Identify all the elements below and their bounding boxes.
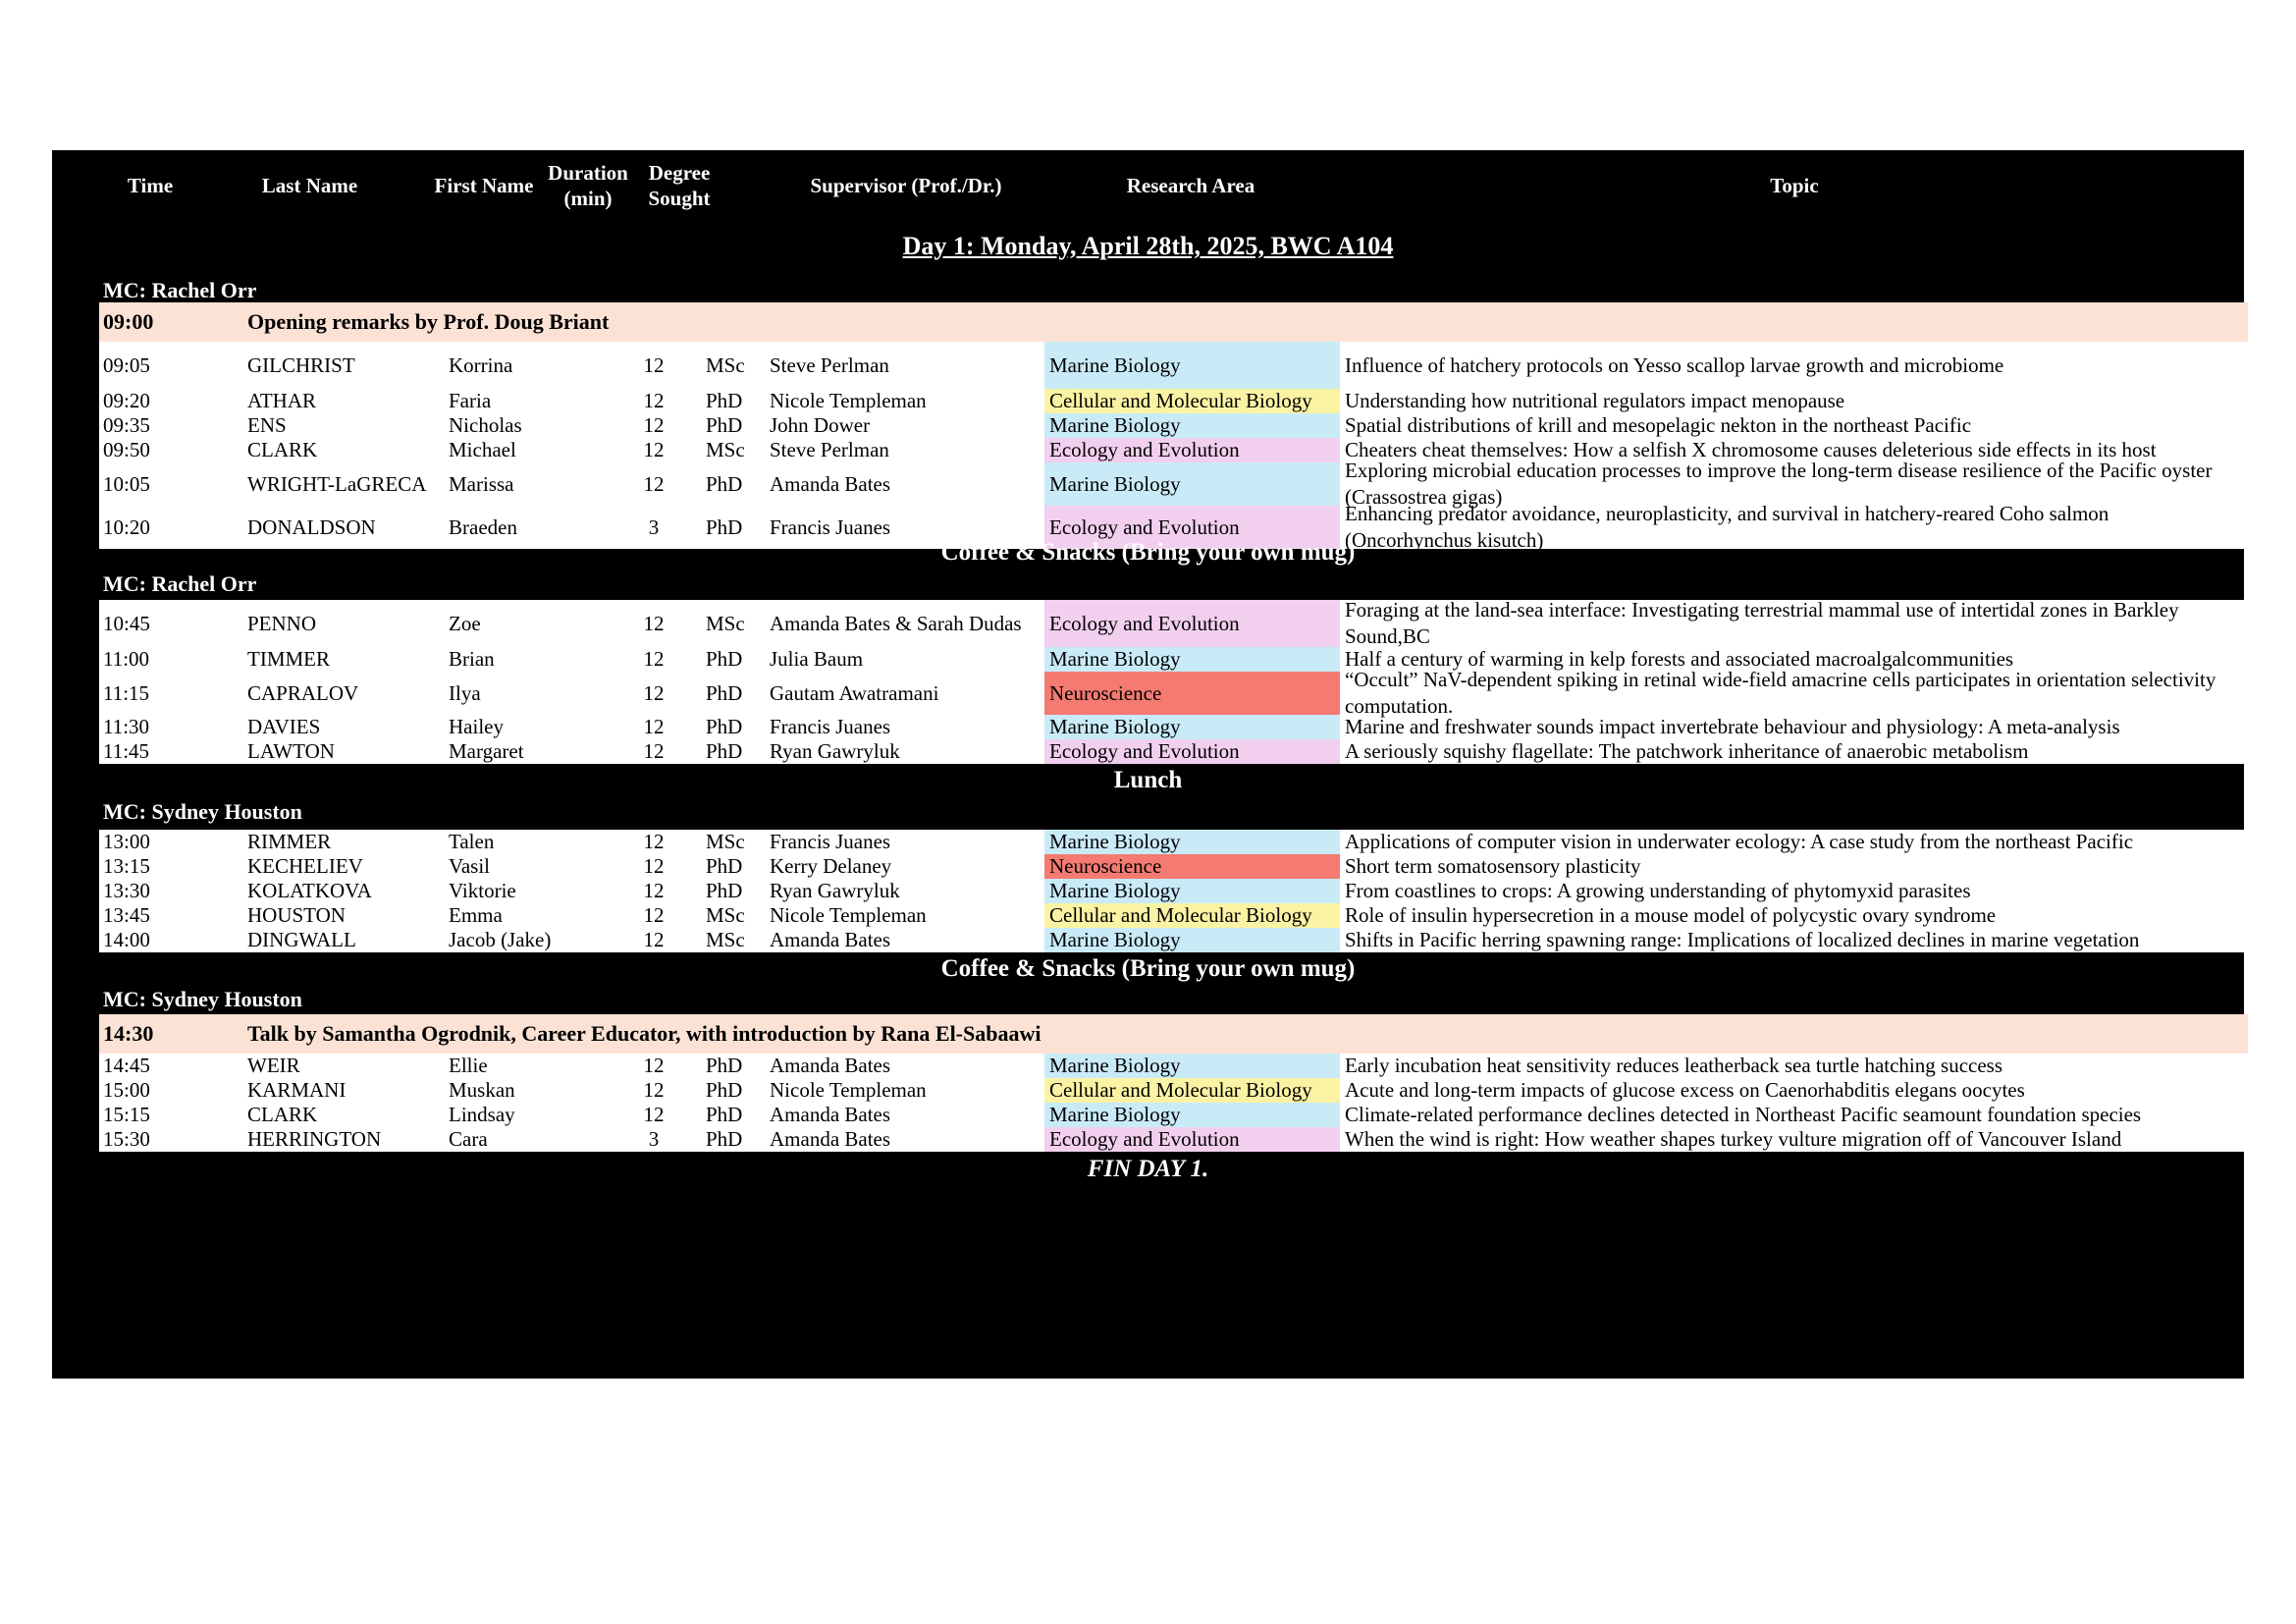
first-name-cell: Faria	[449, 389, 492, 412]
first-name-cell: Cara	[449, 1127, 488, 1151]
topic-cell: Shifts in Pacific herring spawning range: Implications of localized declines in marine vegetation	[1345, 928, 2140, 951]
break-label: Coffee & Snacks (Bring your own mug)	[940, 955, 1356, 982]
time-cell: 09:35	[103, 413, 150, 437]
last-name-cell: CLARK	[247, 438, 318, 461]
last-name-cell: HERRINGTON	[247, 1127, 382, 1151]
first-name-cell: Ilya	[449, 680, 481, 705]
degree-cell: PhD	[706, 715, 743, 738]
research-area-cell: Ecology and Evolution	[1044, 438, 1340, 462]
time-cell: 11:00	[103, 647, 150, 671]
mc-label: MC: Sydney Houston	[103, 987, 302, 1011]
topic-cell: Exploring microbial education processes to improve the long-term disease resilience of the Pacific oyster (Crassostrea gigas)	[1345, 459, 2213, 509]
duration-cell: 12	[643, 1078, 665, 1102]
topic-cell: Understanding how nutritional regulators impact menopause	[1345, 389, 1845, 412]
last-name-cell: WRIGHT-LaGRECA	[247, 471, 427, 496]
duration-cell: 3	[648, 1127, 660, 1151]
time-cell: 15:00	[103, 1078, 150, 1102]
degree-cell: PhD	[706, 413, 743, 437]
research-area-cell: Marine Biology	[1044, 1054, 1340, 1078]
duration-cell: 12	[643, 680, 665, 705]
last-name-cell: ATHAR	[247, 389, 317, 412]
table-row	[99, 854, 2248, 879]
duration-cell: 12	[643, 739, 665, 763]
duration-cell: 3	[648, 514, 660, 539]
special-text: Talk by Samantha Ogrodnik, Career Educator, with introduction by Rana El-Sabaawi	[247, 1021, 1041, 1046]
time-cell: 11:45	[103, 739, 150, 763]
supervisor-cell: Julia Baum	[770, 647, 864, 671]
duration-cell: 12	[643, 830, 665, 853]
duration-cell: 12	[643, 413, 665, 437]
degree-cell: PhD	[706, 1127, 743, 1151]
first-name-cell: Marissa	[449, 471, 514, 496]
degree-cell: PhD	[706, 879, 743, 902]
topic-cell: When the wind is right: How weather shapes turkey vulture migration off of Vancouver Island	[1345, 1127, 2122, 1151]
last-name-cell: LAWTON	[247, 739, 335, 763]
last-name-cell: CAPRALOV	[247, 680, 359, 705]
research-area-cell: Marine Biology	[1044, 647, 1340, 672]
research-area-cell: Neuroscience	[1044, 854, 1340, 879]
duration-cell: 12	[643, 1103, 665, 1126]
table-row	[99, 928, 2248, 952]
header-duration-line2: (min)	[563, 187, 613, 210]
research-area-cell: Ecology and Evolution	[1044, 1127, 1340, 1152]
research-area-cell: Ecology and Evolution	[1044, 600, 1340, 647]
table-row	[99, 342, 2248, 389]
table-row	[99, 1078, 2248, 1103]
first-name-cell: Vasil	[449, 854, 490, 878]
day-title: Day 1: Monday, April 28th, 2025, BWC A104	[902, 232, 1394, 260]
supervisor-cell: Ryan Gawryluk	[770, 879, 900, 902]
time-cell: 13:30	[103, 879, 150, 902]
table-row	[99, 830, 2248, 854]
break-label: Lunch	[1113, 767, 1183, 793]
research-area-cell: Cellular and Molecular Biology	[1044, 903, 1340, 928]
session-block	[99, 600, 2248, 764]
header-duration	[541, 150, 635, 221]
first-name-cell: Emma	[449, 903, 503, 927]
special-text: Opening remarks by Prof. Doug Briant	[247, 309, 610, 334]
time-cell: 15:15	[103, 1103, 150, 1126]
table-row	[99, 879, 2248, 903]
last-name-cell: WEIR	[247, 1054, 300, 1077]
last-name-cell: HOUSTON	[247, 903, 346, 927]
supervisor-cell: Nicole Templeman	[770, 903, 927, 927]
last-name-cell: CLARK	[247, 1103, 318, 1126]
degree-cell: MSc	[706, 928, 745, 951]
last-name-cell: GILCHRIST	[247, 352, 355, 377]
last-name-cell: KARMANI	[247, 1078, 347, 1102]
table-row	[99, 903, 2248, 928]
research-area-cell: Cellular and Molecular Biology	[1044, 1078, 1340, 1103]
research-area-cell: Marine Biology	[1044, 1103, 1340, 1127]
research-area-cell: Marine Biology	[1044, 830, 1340, 854]
topic-cell: Foraging at the land-sea interface: Investigating terrestrial mammal use of intertidal zones in Barkley Sound,BC	[1345, 598, 2179, 648]
time-cell: 10:45	[103, 611, 150, 635]
supervisor-cell: Amanda Bates	[770, 1054, 891, 1077]
table-row	[99, 413, 2248, 438]
last-name-cell: DINGWALL	[247, 928, 356, 951]
last-name-cell: PENNO	[247, 611, 317, 635]
degree-cell: MSc	[706, 830, 745, 853]
supervisor-cell: Amanda Bates	[770, 1103, 891, 1126]
last-name-cell: KOLATKOVA	[247, 879, 372, 902]
supervisor-cell: Nicole Templeman	[770, 1078, 927, 1102]
first-name-cell: Michael	[449, 438, 516, 461]
supervisor-cell: Gautam Awatramani	[770, 680, 939, 705]
first-name-cell: Nicholas	[449, 413, 522, 437]
topic-cell: “Occult” NaV-dependent spiking in retinal wide-field amacrine cells participates in orientation selectivity computation.	[1345, 668, 2216, 718]
header-topic: Topic	[1770, 174, 1819, 197]
supervisor-cell: Steve Perlman	[770, 438, 889, 461]
supervisor-cell: Amanda Bates	[770, 471, 891, 496]
session-block	[99, 1054, 2248, 1152]
topic-cell: Short term somatosensory plasticity	[1345, 854, 1641, 878]
last-name-cell: TIMMER	[247, 647, 330, 671]
special-row	[99, 1014, 2248, 1054]
degree-cell: PhD	[706, 1103, 743, 1126]
table-row	[99, 1054, 2248, 1078]
supervisor-cell: Amanda Bates	[770, 928, 891, 951]
table-row	[99, 668, 2248, 718]
topic-cell: Half a century of warming in kelp forests and associated macroalgalcommunities	[1345, 647, 2014, 671]
table-row	[99, 1103, 2248, 1127]
header-time: Time	[127, 174, 174, 197]
table-row	[99, 739, 2248, 764]
degree-cell: MSc	[706, 352, 745, 377]
topic-cell: Acute and long-term impacts of glucose excess on Caenorhabditis elegans oocytes	[1345, 1078, 2025, 1102]
duration-cell: 12	[643, 647, 665, 671]
last-name-cell: DAVIES	[247, 715, 321, 738]
degree-cell: PhD	[706, 739, 743, 763]
header-degree-line1: Degree	[648, 161, 711, 185]
research-area-cell: Cellular and Molecular Biology	[1044, 389, 1340, 413]
time-cell: 14:00	[103, 928, 150, 951]
degree-cell: PhD	[706, 1078, 743, 1102]
degree-cell: PhD	[706, 854, 743, 878]
header-degree-line2: Sought	[648, 187, 711, 210]
degree-cell: MSc	[706, 438, 745, 461]
topic-cell: Climate-related performance declines detected in Northeast Pacific seamount foundation species	[1345, 1103, 2142, 1126]
topic-cell: Enhancing predator avoidance, neuroplasticity, and survival in hatchery-reared Coho salmon (Oncorhynchus kisutch)	[1345, 502, 2109, 552]
degree-cell: PhD	[706, 680, 743, 705]
duration-cell: 12	[643, 903, 665, 927]
schedule-sheet	[52, 150, 2244, 1379]
duration-cell: 12	[643, 611, 665, 635]
time-cell: 10:20	[103, 514, 150, 539]
supervisor-cell: Ryan Gawryluk	[770, 739, 900, 763]
duration-cell: 12	[643, 438, 665, 461]
special-time: 14:30	[103, 1021, 154, 1046]
time-cell: 13:15	[103, 854, 150, 878]
first-name-cell: Jacob (Jake)	[449, 928, 552, 951]
header-supervisor: Supervisor (Prof./Dr.)	[810, 174, 1002, 197]
first-name-cell: Braeden	[449, 514, 517, 539]
break-label: Coffee & Snacks (Bring your own mug)	[940, 539, 1356, 566]
time-cell: 11:30	[103, 715, 150, 738]
supervisor-cell: Francis Juanes	[770, 715, 891, 738]
first-name-cell: Viktorie	[449, 879, 516, 902]
first-name-cell: Lindsay	[449, 1103, 515, 1126]
session-block	[99, 830, 2248, 952]
topic-cell: Marine and freshwater sounds impact invertebrate behaviour and physiology: A meta-analysis	[1345, 715, 2120, 738]
supervisor-cell: John Dower	[770, 413, 871, 437]
header-first-name: First Name	[434, 174, 534, 197]
table-row	[99, 600, 2248, 647]
duration-cell: 12	[643, 1054, 665, 1077]
first-name-cell: Margaret	[449, 739, 524, 763]
time-cell: 10:05	[103, 471, 150, 496]
first-name-cell: Zoe	[449, 611, 481, 635]
duration-cell: 12	[643, 715, 665, 738]
degree-cell: PhD	[706, 471, 743, 496]
time-cell: 13:45	[103, 903, 150, 927]
topic-cell: Influence of hatchery protocols on Yesso scallop larvae growth and microbiome	[1345, 352, 2004, 377]
last-name-cell: KECHELIEV	[247, 854, 363, 878]
table-row	[99, 715, 2248, 739]
header-last-name: Last Name	[261, 174, 358, 197]
time-cell: 11:15	[103, 680, 150, 705]
supervisor-cell: Amanda Bates	[770, 1127, 891, 1151]
first-name-cell: Ellie	[449, 1054, 488, 1077]
supervisor-cell: Kerry Delaney	[770, 854, 892, 878]
time-cell: 09:50	[103, 438, 150, 461]
supervisor-cell: Nicole Templeman	[770, 389, 927, 412]
header-duration-line1: Duration	[548, 161, 628, 185]
topic-cell: Cheaters cheat themselves: How a selfish X chromosome causes deleterious side effects in its host	[1345, 438, 2157, 461]
research-area-cell: Marine Biology	[1044, 879, 1340, 903]
mc-label: MC: Sydney Houston	[103, 799, 302, 824]
supervisor-cell: Francis Juanes	[770, 514, 891, 539]
mc-label: MC: Rachel Orr	[103, 571, 257, 596]
duration-cell: 12	[643, 854, 665, 878]
research-area-cell: Ecology and Evolution	[1044, 739, 1340, 764]
first-name-cell: Brian	[449, 647, 495, 671]
research-area-cell: Neuroscience	[1044, 672, 1340, 715]
header-research-area: Research Area	[1126, 174, 1255, 197]
special-time: 09:00	[103, 309, 154, 334]
degree-cell: PhD	[706, 514, 743, 539]
supervisor-cell: Amanda Bates & Sarah Dudas	[770, 611, 1022, 635]
research-area-cell: Marine Biology	[1044, 342, 1340, 389]
fin-label: FIN DAY 1.	[1087, 1156, 1209, 1182]
supervisor-cell: Francis Juanes	[770, 830, 891, 853]
mc-label: MC: Rachel Orr	[103, 278, 257, 302]
time-cell: 14:45	[103, 1054, 150, 1077]
table-row	[99, 1127, 2248, 1152]
degree-cell: PhD	[706, 1054, 743, 1077]
duration-cell: 12	[643, 928, 665, 951]
degree-cell: PhD	[706, 647, 743, 671]
duration-cell: 12	[643, 389, 665, 412]
research-area-cell: Marine Biology	[1044, 715, 1340, 739]
special-row	[99, 302, 2248, 342]
duration-cell: 12	[643, 471, 665, 496]
research-area-cell: Marine Biology	[1044, 928, 1340, 952]
time-cell: 09:20	[103, 389, 150, 412]
first-name-cell: Hailey	[449, 715, 504, 738]
topic-cell: Spatial distributions of krill and mesopelagic nekton in the northeast Pacific	[1345, 413, 1972, 437]
table-row	[99, 459, 2248, 509]
topic-cell: A seriously squishy flagellate: The patchwork inheritance of anaerobic metabolism	[1345, 739, 2029, 763]
topic-cell: Role of insulin hypersecretion in a mouse model of polycystic ovary syndrome	[1345, 903, 1997, 927]
degree-cell: MSc	[706, 903, 745, 927]
degree-cell: MSc	[706, 611, 745, 635]
last-name-cell: RIMMER	[247, 830, 332, 853]
topic-cell: Applications of computer vision in underwater ecology: A case study from the northeast Pacific	[1345, 830, 2134, 853]
research-area-cell: Marine Biology	[1044, 462, 1340, 506]
time-cell: 13:00	[103, 830, 150, 853]
last-name-cell: DONALDSON	[247, 514, 376, 539]
header-degree	[635, 150, 723, 221]
first-name-cell: Muskan	[449, 1078, 515, 1102]
supervisor-cell: Steve Perlman	[770, 352, 889, 377]
research-area-cell: Ecology and Evolution	[1044, 506, 1340, 549]
duration-cell: 12	[643, 352, 665, 377]
first-name-cell: Korrina	[449, 352, 513, 377]
duration-cell: 12	[643, 879, 665, 902]
table-row	[99, 389, 2248, 413]
topic-cell: Early incubation heat sensitivity reduces leatherback sea turtle hatching success	[1345, 1054, 2003, 1077]
last-name-cell: ENS	[247, 413, 287, 437]
topic-cell: From coastlines to crops: A growing understanding of phytomyxid parasites	[1345, 879, 1971, 902]
session-block	[99, 342, 2248, 552]
first-name-cell: Talen	[449, 830, 495, 853]
degree-cell: PhD	[706, 389, 743, 412]
time-cell: 09:05	[103, 352, 150, 377]
research-area-cell: Marine Biology	[1044, 413, 1340, 438]
time-cell: 15:30	[103, 1127, 150, 1151]
